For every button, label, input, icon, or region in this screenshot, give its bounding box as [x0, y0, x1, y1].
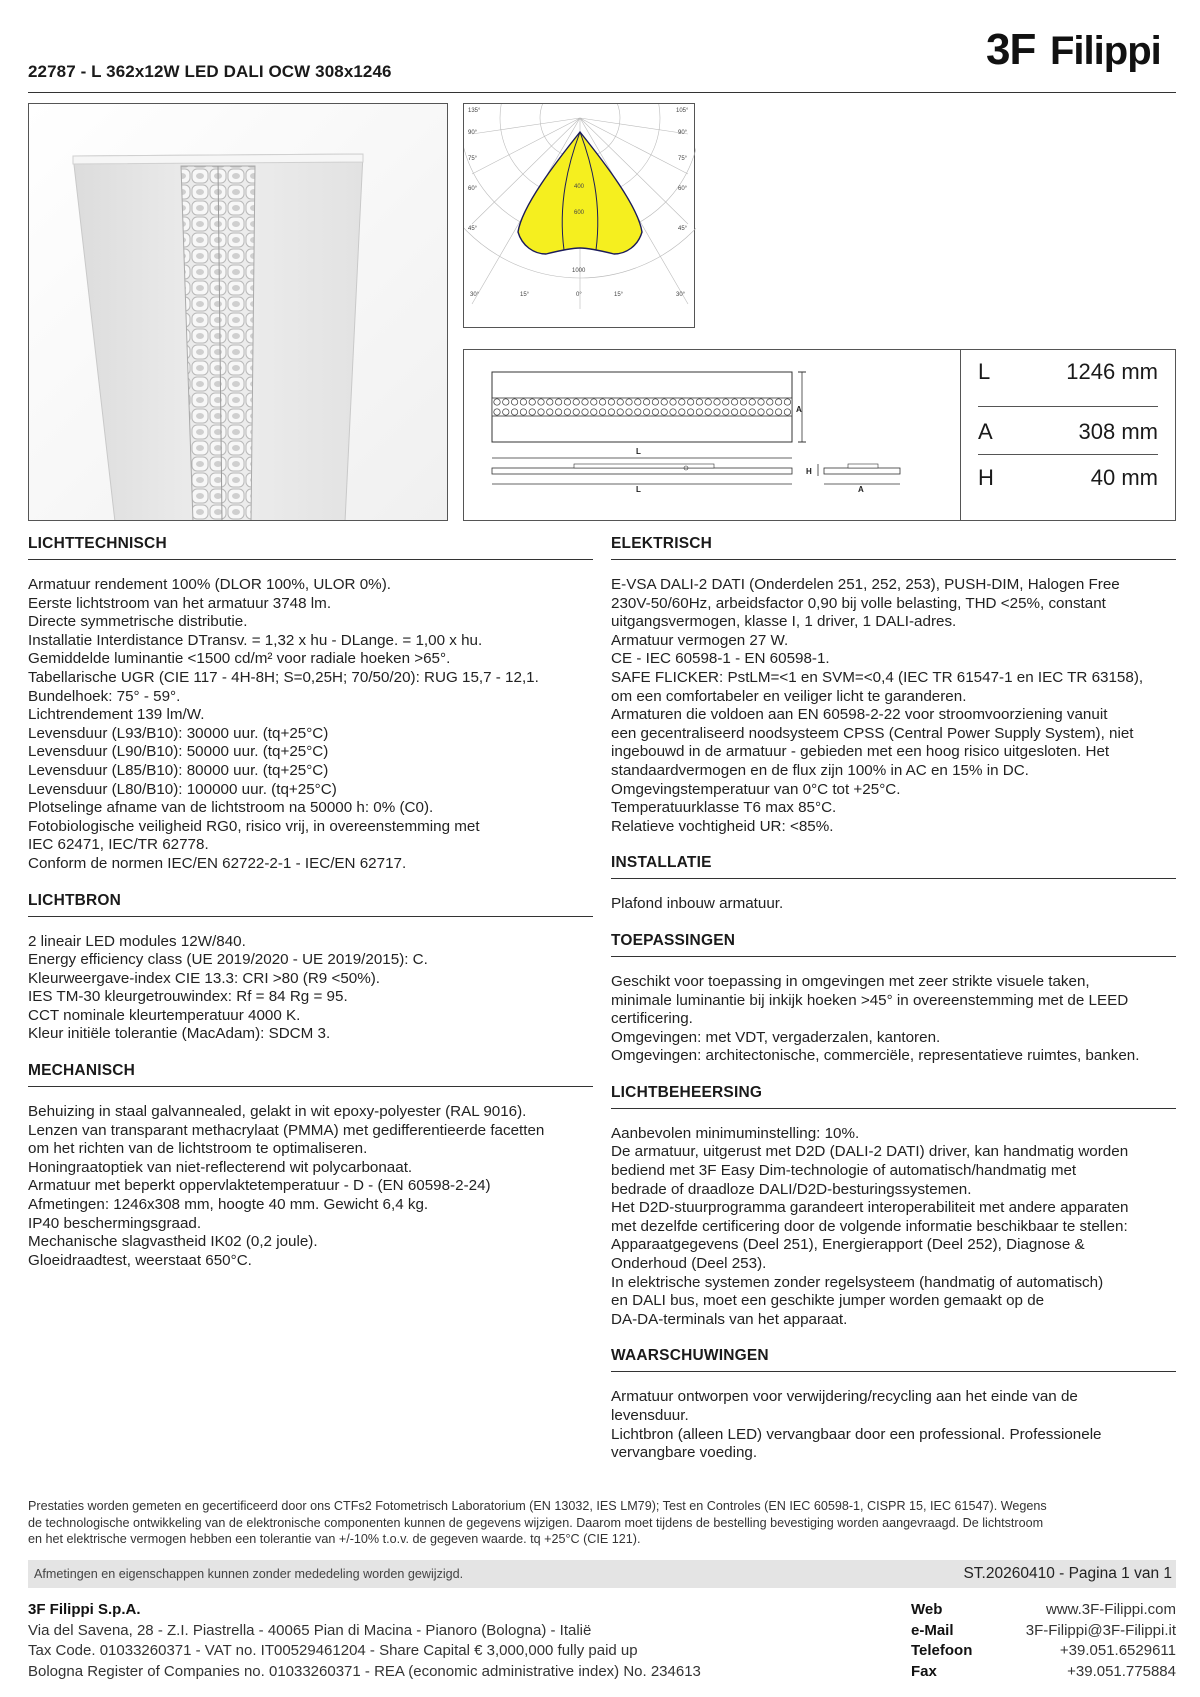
section-line: Eerste lichtstroom van het armatuur 3748 lm.: [28, 594, 332, 612]
dimension-label: L: [978, 359, 991, 384]
footnote-line: en het elektrische vermogen hebben een tolerantie van +/-10% t.o.v. de gegeven waarde. tq +25°C (CIE 121).: [28, 1532, 641, 1546]
section-line: Omgevingen: architectonische, commerciële, representatieve ruimtes, banken.: [611, 1047, 1140, 1065]
section-lichtbeheersing: [611, 1084, 1176, 1330]
svg-text:30°: 30°: [676, 292, 686, 298]
section-line: Bundelhoek: 75° - 59°.: [28, 687, 181, 705]
section-line: bedrade of draadloze DALI/D2D-besturingssystemen.: [611, 1180, 972, 1198]
section-line: Kleurweergave-index CIE 13.3: CRI >80 (R9 <50%).: [28, 969, 381, 987]
dimension-value: 308 mm: [1078, 419, 1158, 444]
contact-row-phone: [911, 1641, 1176, 1662]
section-line: Apparaatgegevens (Deel 251), Energierapport (Deel 252), Diagnose &: [611, 1236, 1085, 1254]
contact-row-email: [911, 1621, 1176, 1642]
brand-logo: [986, 26, 1176, 80]
section-line: Geschikt voor toepassing in omgevingen met zeer strikte visuele taken,: [611, 972, 1090, 990]
section-lichttechnisch: [28, 535, 593, 874]
section-rule: [28, 1086, 593, 1087]
dimension-label: A: [978, 419, 993, 444]
company-line: Tax Code. 01033260371 - VAT no. IT00529461204 - Share Capital € 3,000,000 fully paid up: [28, 1642, 638, 1659]
section-line: Levensduur (L80/B10): 100000 uur. (tq+25°C): [28, 780, 337, 798]
contact-key: e-Mail: [911, 1621, 954, 1639]
svg-text:L: L: [636, 447, 641, 456]
section-line: Mechanische slagvastheid IK02 (0,2 joule).: [28, 1233, 318, 1251]
section-rule: [611, 956, 1176, 957]
dimension-value: 1246 mm: [1066, 359, 1158, 384]
section-line: DA-DA-terminals van het apparaat.: [611, 1310, 848, 1328]
section-body: [611, 973, 1176, 1066]
svg-text:30°: 30°: [470, 292, 480, 298]
section-line: om het richten van de lichtstroom te optimaliseren.: [28, 1140, 368, 1158]
company-line: Via del Savena, 28 - Z.I. Piastrella - 40065 Pian di Macina - Pianoro (Bologna) - Italië: [28, 1621, 592, 1639]
web-link[interactable]: www.3F-Filippi.com: [1045, 1601, 1176, 1618]
dimension-value: 40 mm: [1090, 465, 1158, 490]
dimensions-panel: [463, 349, 1176, 521]
luminaire-render: [29, 104, 448, 521]
svg-text:75°: 75°: [468, 156, 478, 162]
svg-text:1000: 1000: [572, 268, 586, 274]
company-line: Bologna Register of Companies no. 01033260371 - REA (economic administrative index) No. 234613: [28, 1662, 701, 1680]
section-line: IP40 beschermingsgraad.: [28, 1214, 202, 1232]
product-title: 22787 - L 362x12W LED DALI OCW 308x1246: [28, 62, 392, 81]
section-title: LICHTBRON: [28, 891, 122, 909]
section-line: Lichtrendement 139 lm/W.: [28, 706, 205, 724]
spec-column-left: [28, 535, 593, 1270]
section-installatie: [611, 854, 1176, 914]
svg-text:Filippi: Filippi: [1050, 29, 1161, 72]
svg-text:A: A: [858, 485, 864, 494]
section-line: Temperatuurklasse T6 max 85°C.: [611, 799, 837, 817]
section-line: Levensduur (L85/B10): 80000 uur. (tq+25°C): [28, 761, 329, 779]
svg-text:45°: 45°: [468, 226, 478, 232]
brand-logo-graphic: [986, 26, 1176, 72]
section-line: 230V-50/60Hz, arbeidsfactor 0,90 bij volle belasting, THD <25%, constant: [611, 594, 1106, 612]
dimension-row-height: [978, 456, 1158, 500]
section-rule: [28, 559, 593, 560]
svg-text:15°: 15°: [614, 292, 624, 298]
section-line: Afmetingen: 1246x308 mm, hoogte 40 mm. Gewicht 6,4 kg.: [28, 1196, 429, 1214]
fax-number: +39.051.775884: [1067, 1662, 1176, 1680]
dimension-row-width: [978, 410, 1158, 454]
dimension-label: H: [978, 465, 994, 490]
section-title: LICHTBEHEERSING: [611, 1083, 763, 1101]
section-title: TOEPASSINGEN: [611, 931, 736, 949]
section-body: [28, 576, 593, 874]
polar-diagram: [463, 103, 695, 328]
section-line: en DALI bus, moet een geschikte jumper worden gemaakt op de: [611, 1292, 1045, 1310]
svg-text:600: 600: [574, 210, 585, 216]
contact-row-fax: [911, 1662, 1176, 1683]
section-line: Lenzen van transparant methacrylaat (PMMA) met gedifferentieerde facetten: [28, 1121, 545, 1139]
section-line: Plafond inbouw armatuur.: [611, 895, 784, 913]
section-line: Armatuur vermogen 27 W.: [611, 631, 789, 649]
dimension-row-length: [978, 350, 1158, 394]
section-line: Armatuur rendement 100% (DLOR 100%, ULOR 0%).: [28, 576, 391, 593]
svg-text:15°: 15°: [520, 292, 530, 298]
svg-text:90°: 90°: [678, 130, 688, 136]
section-line: Conform de normen IEC/EN 62722-2-1 - IEC/EN 62717.: [28, 854, 407, 872]
section-body: [611, 1125, 1176, 1330]
section-line: IEC 62471, IEC/TR 62778.: [28, 836, 209, 854]
svg-text:3F: 3F: [986, 26, 1036, 72]
section-elektrisch: [611, 535, 1176, 836]
section-rule: [28, 916, 593, 917]
section-line: een gecentraliseerd noodsysteem CPSS (Central Power Supply System), niet: [611, 724, 1134, 742]
section-mechanisch: [28, 1062, 593, 1270]
disclaimer-text: Afmetingen en eigenschappen kunnen zonder mededeling worden gewijzigd.: [34, 1567, 464, 1581]
footnote-line: Prestaties worden gemeten en gecertificeerd door ons CTFs2 Fotometrisch Laboratorium (EN 13032, IES LM79); Test en Controles (EN IEC 60598-1, CISPR 15, IEC 61547). Wegens: [28, 1499, 1047, 1513]
product-photo: [28, 103, 448, 521]
section-line: Plotselinge afname van de lichtstroom na 50000 h: 0% (C0).: [28, 799, 434, 817]
section-line: uitgangsvermogen, klasse I, 1 driver, 1 DALI-adres.: [611, 613, 957, 631]
svg-text:90°: 90°: [468, 130, 478, 136]
section-line: Armatuur met beperkt oppervlaktetemperatuur - D - (EN 60598-2-24): [28, 1177, 491, 1195]
section-rule: [611, 1108, 1176, 1109]
section-rule: [611, 1371, 1176, 1372]
svg-text:135°: 135°: [468, 108, 481, 114]
section-title: ELEKTRISCH: [611, 535, 713, 552]
section-line: certificering.: [611, 1010, 693, 1028]
section-body: [28, 1103, 593, 1270]
dimensions-divider: [960, 350, 961, 520]
dimension-rule: [978, 454, 1158, 455]
email-link[interactable]: 3F-Filippi@3F-Filippi.it: [1025, 1621, 1176, 1639]
section-line: levensduur.: [611, 1407, 689, 1424]
section-body: [28, 933, 593, 1045]
footnote-line: de technologische ontwikkeling van de elektronische componenten kunnen de gegevens wijzigen. Daarom moet tijdens de bestelling bevestiging worden aangevraagd. De lichtstroom: [28, 1515, 1044, 1530]
section-line: Gemiddelde luminantie <1500 cd/m² voor radiale hoeken >65°.: [28, 650, 451, 668]
section-rule: [611, 878, 1176, 879]
svg-text:60°: 60°: [678, 186, 688, 192]
section-line: Fotobiologische veiligheid RG0, risico vrij, in overeenstemming met: [28, 817, 480, 835]
section-line: Onderhoud (Deel 253).: [611, 1255, 767, 1273]
company-name: 3F Filippi S.p.A.: [28, 1601, 141, 1618]
section-lichtbron: [28, 892, 593, 1045]
contact-info: [911, 1600, 1176, 1682]
certification-footnote: [28, 1498, 1178, 1548]
svg-text:75°: 75°: [678, 156, 688, 162]
section-line: De armatuur, uitgerust met D2D (DALI-2 DATI) driver, kan handmatig worden: [611, 1143, 1129, 1161]
section-line: Kleur initiële tolerantie (MacAdam): SDCM 3.: [28, 1025, 331, 1043]
section-line: Relatieve vochtigheid UR: <85%.: [611, 817, 834, 835]
section-line: 2 lineair LED modules 12W/840.: [28, 932, 246, 950]
contact-key: Web: [911, 1601, 943, 1618]
svg-text:L: L: [636, 485, 641, 494]
section-line: Honingraatoptiek van niet-reflecterend wit polycarbonaat.: [28, 1158, 413, 1176]
section-line: bediend met 3F Easy Dim-technologie of automatisch/handmatig met: [611, 1162, 1077, 1180]
section-rule: [611, 559, 1176, 560]
section-line: E-VSA DALI-2 DATI (Onderdelen 251, 252, 253), PUSH-DIM, Halogen Free: [611, 576, 1120, 593]
spec-column-right: [611, 535, 1176, 1463]
svg-text:400: 400: [574, 184, 585, 190]
svg-text:H: H: [806, 467, 812, 476]
section-line: In elektrische systemen zonder regelsysteem (handmatig of automatisch): [611, 1273, 1104, 1291]
section-line: Levensduur (L90/B10): 50000 uur. (tq+25°C): [28, 743, 329, 761]
section-line: Directe symmetrische distributie.: [28, 613, 248, 631]
section-line: Levensduur (L93/B10): 30000 uur. (tq+25°C): [28, 724, 329, 742]
section-line: minimale luminantie bij inkijk hoeken >45° in overeenstemming met de LEED: [611, 991, 1129, 1009]
section-line: Gloeidraadtest, weerstaat 650°C.: [28, 1251, 252, 1269]
section-line: vervangbare voeding.: [611, 1444, 758, 1462]
section-waarschuwingen: [611, 1347, 1176, 1462]
svg-text:A: A: [796, 405, 802, 414]
section-line: Omgevingstemperatuur van 0°C tot +25°C.: [611, 780, 901, 798]
disclaimer-bar: [28, 1560, 1176, 1588]
section-line: om een comfortabeler en veiliger licht te garanderen.: [611, 687, 967, 705]
section-line: IES TM-30 kleurgetrouwindex: Rf = 84 Rg = 95.: [28, 988, 348, 1006]
section-line: Lichtbron (alleen LED) vervangbaar door een professional. Professionele: [611, 1425, 1102, 1443]
svg-text:45°: 45°: [678, 226, 688, 232]
section-line: Aanbevolen minimuminstelling: 10%.: [611, 1124, 860, 1142]
section-line: met dezelfde certificering door de volgende informatie beschikbaar te stellen:: [611, 1217, 1128, 1235]
section-body: [611, 895, 1176, 914]
section-title: MECHANISCH: [28, 1062, 136, 1080]
section-line: CE - IEC 60598-1 - EN 60598-1.: [611, 650, 830, 668]
section-line: Tabellarische UGR (CIE 117 - 4H-8H; S=0,25H; 70/50/20): RUG 15,7 - 12,1.: [28, 668, 539, 686]
section-toepassingen: [611, 932, 1176, 1066]
section-line: standaardvermogen en de flux zijn 100% in AC en 15% in DC.: [611, 761, 1029, 779]
header-divider: [28, 92, 1176, 93]
section-line: Energy efficiency class (UE 2019/2020 - UE 2019/2015): C.: [28, 951, 428, 969]
phone-number: +39.051.6529611: [1059, 1642, 1176, 1659]
section-line: Het D2D-stuurprogramma garandeert interoperabiliteit met andere apparaten: [611, 1199, 1129, 1217]
section-line: ingebouwd in de armatuur - gebieden met een hoog risico uitgesloten. Het: [611, 743, 1110, 761]
contact-key: Fax: [911, 1662, 937, 1680]
section-title: LICHTTECHNISCH: [28, 535, 167, 552]
contact-row-web: [911, 1600, 1176, 1621]
section-line: Armatuur ontworpen voor verwijdering/recycling aan het einde van de: [611, 1388, 1078, 1406]
svg-text:0°: 0°: [576, 292, 582, 298]
section-body: [611, 1388, 1176, 1462]
svg-text:60°: 60°: [468, 186, 478, 192]
svg-text:105°: 105°: [676, 108, 689, 114]
dimension-rule: [978, 406, 1158, 407]
section-line: SAFE FLICKER: PstLM=<1 en SVM=<0,4 (IEC TR 61547-1 en IEC TR 63158),: [611, 668, 1144, 686]
section-body: [611, 576, 1176, 836]
section-line: Omgevingen: met VDT, vergaderzalen, kantoren.: [611, 1028, 941, 1046]
section-line: CCT nominale kleurtemperatuur 4000 K.: [28, 1006, 301, 1024]
section-title: INSTALLATIE: [611, 854, 712, 872]
company-info: [28, 1600, 701, 1682]
dimension-drawing: [464, 350, 960, 520]
polar-diagram-graphic: [464, 104, 696, 329]
section-line: Armaturen die voldoen aan EN 60598-2-22 voor stroomvoorziening vanuit: [611, 706, 1108, 724]
section-line: Installatie Interdistance DTransv. = 1,32 x hu - DLange. = 1,00 x hu.: [28, 631, 483, 649]
section-title: WAARSCHUWINGEN: [611, 1347, 769, 1365]
document-reference: ST.20260410 - Pagina 1 van 1: [963, 1565, 1172, 1582]
section-line: Behuizing in staal galvannealed, gelakt in wit epoxy-polyester (RAL 9016).: [28, 1103, 527, 1121]
contact-key: Telefoon: [911, 1642, 973, 1659]
